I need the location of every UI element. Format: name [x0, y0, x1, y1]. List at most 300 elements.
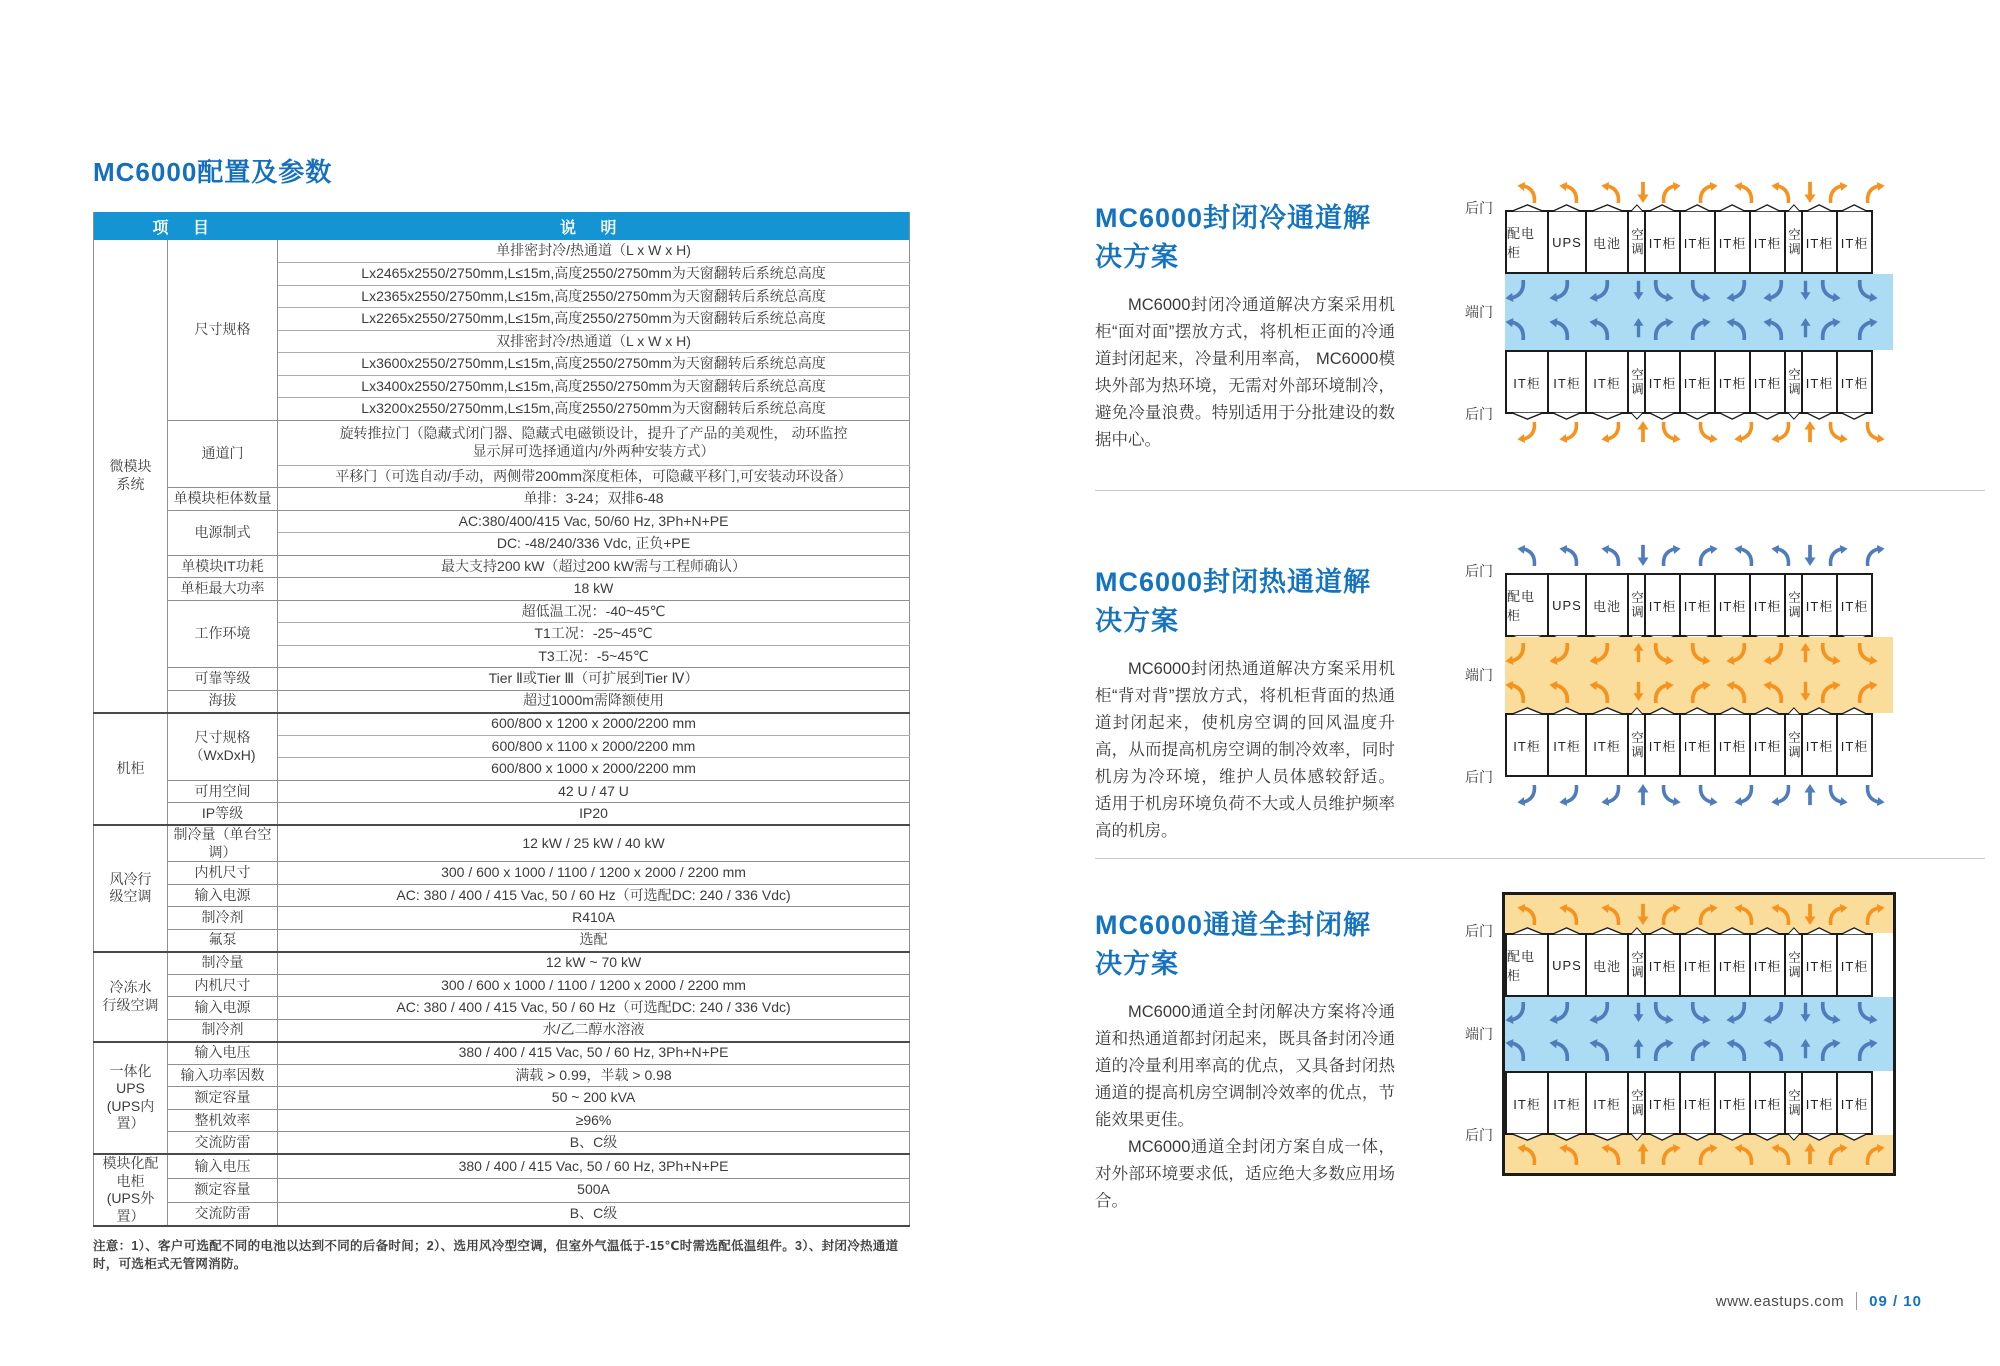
airflow-curl-arrow-icon	[1517, 422, 1538, 443]
cabinet	[1749, 573, 1786, 637]
skylight-flap-icon	[1717, 927, 1747, 935]
field-cell	[168, 803, 278, 826]
divider	[1095, 858, 1985, 859]
spec-row	[94, 884, 910, 907]
airflow-col	[1763, 643, 1800, 670]
spec-row	[94, 1042, 910, 1065]
field-cell	[168, 884, 278, 907]
skylight-flap-icon	[1589, 1133, 1626, 1141]
airflow-col	[1856, 318, 1893, 345]
field-label: 交流防雷	[194, 1205, 251, 1221]
cabinet	[1585, 350, 1629, 414]
value-cell: 300 / 600 x 1000 / 1100 / 1200 x 2000 / 2200 mm	[278, 974, 910, 997]
airflow-col	[1689, 904, 1726, 925]
airflow-col	[1652, 545, 1689, 566]
cabinet-label: IT柜	[1648, 375, 1677, 391]
skylight-flap-icon	[1550, 707, 1583, 715]
cabinet-label: 空调	[1629, 730, 1644, 760]
cabinet	[1714, 350, 1751, 414]
airflow-curl-arrow-icon	[1589, 643, 1611, 665]
airflow-straight-arrow-icon	[1800, 681, 1811, 701]
cabinet-label: IT柜	[1718, 958, 1747, 974]
rear-door-label: 后门	[1465, 769, 1493, 785]
airflow-straight-arrow-icon	[1804, 421, 1816, 443]
airflow-col	[1652, 681, 1689, 708]
field-cell	[168, 997, 278, 1020]
airflow-curl-arrow-icon	[1601, 545, 1622, 566]
cabinet	[1836, 573, 1873, 637]
value-cell: 600/800 x 1200 x 2000/2200 mm	[278, 713, 910, 736]
airflow-col	[1652, 318, 1689, 345]
airflow-curl-arrow-icon	[1601, 182, 1622, 203]
airflow-curl-arrow-icon	[1763, 681, 1785, 703]
cabinet-label: IT柜	[1553, 738, 1581, 754]
diagram-stack	[1465, 895, 1893, 1173]
aisle-diagram	[1465, 174, 1893, 450]
airflow-col	[1633, 318, 1652, 345]
field-label: 制冷量	[201, 954, 244, 971]
value-cell	[278, 420, 910, 465]
airflow-curl-arrow-icon	[1549, 318, 1571, 340]
airflow-col	[1726, 1144, 1763, 1165]
airflow-curl-arrow-icon	[1726, 643, 1748, 665]
airflow-col	[1633, 1143, 1652, 1165]
airflow-curl-arrow-icon	[1689, 280, 1711, 302]
field-label: 内机尺寸	[194, 864, 251, 880]
airflow-curl-arrow-icon	[1601, 1144, 1622, 1165]
field-cell	[168, 1019, 278, 1042]
cabinet-label: IT柜	[1513, 738, 1541, 754]
skylight-flap-icon	[1804, 412, 1834, 420]
value-cell: R410A	[278, 907, 910, 930]
value-cell: 12 kW ~ 70 kW	[278, 952, 910, 975]
field-label: 制冷量（单台空调）	[173, 826, 272, 860]
cabinet	[1505, 933, 1549, 997]
cabinet-label: UPS	[1552, 234, 1582, 250]
airflow-straight-arrow-icon	[1800, 1039, 1811, 1059]
cabinet-label: 空调	[1786, 367, 1801, 397]
value-cell: B、C级	[278, 1202, 910, 1226]
skylight-flap-icon	[1550, 1133, 1583, 1141]
skylight-flap-icon	[1647, 707, 1677, 715]
cabinet	[1749, 350, 1786, 414]
value-cell: 42 U / 47 U	[278, 780, 910, 803]
value-cell: AC: 380 / 400 / 415 Vac, 50 / 60 Hz（可选配DC: 240 / 336 Vdc)	[278, 997, 910, 1020]
group-cell	[94, 1154, 168, 1226]
airflow-straight-arrow-icon	[1637, 544, 1649, 566]
field-label: 额定容量	[194, 1089, 251, 1105]
airflow-col	[1505, 280, 1549, 307]
airflow-col	[1505, 182, 1549, 203]
airflow-col	[1800, 1002, 1819, 1029]
airflow-row	[1505, 280, 1893, 307]
airflow-curl-arrow-icon	[1697, 904, 1718, 925]
airflow-col	[1689, 280, 1726, 307]
airflow-col	[1800, 681, 1819, 708]
airflow-col	[1589, 422, 1633, 443]
airflow-curl-arrow-icon	[1559, 545, 1580, 566]
airflow-col	[1589, 643, 1633, 670]
airflow-straight-arrow-icon	[1637, 181, 1649, 203]
airflow-curl-arrow-icon	[1601, 785, 1622, 806]
airflow-curl-arrow-icon	[1827, 1144, 1848, 1165]
airflow-col	[1726, 785, 1763, 806]
col-header-item: 项 目	[94, 212, 278, 240]
airflow-row	[1505, 537, 1893, 573]
airflow-curl-arrow-icon	[1517, 1144, 1538, 1165]
airflow-curl-arrow-icon	[1505, 1039, 1527, 1061]
airflow-straight-arrow-icon	[1804, 181, 1816, 203]
section-paragraph: MC6000通道全封闭解决方案将冷通道和热通道都封闭起来，既具备封闭冷通道的冷量利用率高的优点，又具备封闭热通道的提高机房空调制冷效率的优点，节能效果更佳。	[1095, 1003, 1395, 1129]
airflow-curl-arrow-icon	[1589, 1039, 1611, 1061]
group-label: 级空调	[109, 888, 152, 905]
skylight-flap-icon	[1589, 927, 1626, 935]
skylight-flap-icon	[1550, 204, 1583, 212]
cabinet-label: 配电柜	[1507, 589, 1536, 623]
field-cell	[168, 862, 278, 885]
cabinet-label: 电池	[1592, 958, 1621, 974]
airflow-col	[1856, 422, 1893, 443]
skylight-flap-icon	[1804, 204, 1834, 212]
airflow-col	[1856, 785, 1893, 806]
cabinet-label: IT柜	[1553, 375, 1581, 391]
airflow-col	[1689, 1144, 1726, 1165]
cabinet	[1547, 933, 1587, 997]
field-label: 可用空间	[194, 782, 251, 799]
field-cell	[168, 1042, 278, 1065]
cabinet-label: IT柜	[1648, 958, 1677, 974]
skylight-flap-icon	[1804, 1133, 1834, 1141]
airflow-col	[1856, 545, 1893, 566]
spec-row	[94, 997, 910, 1020]
airflow-col	[1589, 1144, 1633, 1165]
value-cell: B、C级	[278, 1132, 910, 1155]
airflow-col	[1763, 904, 1800, 925]
field-cell	[168, 1178, 278, 1202]
airflow-curl-arrow-icon	[1819, 280, 1841, 302]
airflow-col	[1689, 785, 1726, 806]
value-cell: 水/乙二醇水溶液	[278, 1019, 910, 1042]
cabinet	[1679, 350, 1716, 414]
spec-row	[94, 600, 910, 623]
cabinet-label: 空调	[1786, 950, 1801, 980]
skylight-flap-icon	[1787, 204, 1801, 212]
field-cell	[168, 825, 278, 862]
airflow-col	[1763, 681, 1800, 708]
cabinet	[1644, 573, 1681, 637]
airflow-straight-arrow-icon	[1633, 681, 1644, 701]
airflow-curl-arrow-icon	[1771, 785, 1792, 806]
cabinet	[1644, 933, 1681, 997]
airflow-col	[1589, 318, 1633, 345]
airflow-curl-arrow-icon	[1505, 318, 1527, 340]
airflow-col	[1856, 1144, 1893, 1165]
cabinet	[1505, 573, 1549, 637]
cabinet-label: 空调	[1629, 227, 1644, 257]
cabinet-label: IT柜	[1805, 958, 1834, 974]
cabinet	[1836, 1071, 1873, 1135]
field-label: 单模块IT功耗	[181, 557, 264, 574]
airflow-col	[1689, 182, 1726, 203]
cabinet-label: IT柜	[1648, 738, 1677, 754]
field-cell	[168, 510, 278, 555]
airflow-curl-arrow-icon	[1660, 785, 1681, 806]
airflow-curl-arrow-icon	[1549, 681, 1571, 703]
field-label: 额定容量	[194, 1181, 251, 1198]
airflow-col	[1819, 1039, 1856, 1066]
airflow-curl-arrow-icon	[1697, 785, 1718, 806]
rear-door-label: 后门	[1465, 200, 1493, 216]
spec-row	[94, 555, 910, 578]
field-label: 整机效率	[194, 1111, 251, 1128]
cabinet-label: 电池	[1592, 598, 1621, 614]
value-cell: Lx2265x2550/2750mm,L≤15m,高度2550/2750mm为天窗翻转后系统总高度	[278, 308, 910, 331]
airflow-curl-arrow-icon	[1734, 785, 1755, 806]
diagram-stack	[1465, 174, 1893, 450]
group-label: (UPS外置）	[106, 1190, 155, 1224]
cabinet-row	[1505, 210, 1893, 274]
airflow-col	[1800, 181, 1819, 203]
airflow-curl-arrow-icon	[1505, 1002, 1527, 1024]
airflow-col	[1856, 904, 1893, 925]
airflow-curl-arrow-icon	[1864, 785, 1885, 806]
airflow-straight-arrow-icon	[1633, 1002, 1644, 1022]
airflow-curl-arrow-icon	[1697, 1144, 1718, 1165]
divider	[1095, 490, 1985, 491]
airflow-col	[1505, 1002, 1549, 1029]
aisle-diagram	[1465, 895, 1893, 1173]
airflow-curl-arrow-icon	[1660, 545, 1681, 566]
airflow-col	[1549, 318, 1589, 345]
cabinet-label: 空调	[1786, 590, 1801, 620]
airflow-col	[1549, 681, 1589, 708]
value-cell: Lx3600x2550/2750mm,L≤15m,高度2550/2750mm为天窗翻转后系统总高度	[278, 353, 910, 376]
airflow-curl-arrow-icon	[1549, 1039, 1571, 1061]
airflow-col	[1505, 545, 1549, 566]
cabinet-label: IT柜	[1753, 1096, 1782, 1112]
cabinet-label: IT柜	[1683, 598, 1712, 614]
cabinet	[1749, 210, 1786, 274]
airflow-curl-arrow-icon	[1589, 318, 1611, 340]
airflow-curl-arrow-icon	[1856, 1039, 1878, 1061]
cabinet-label: IT柜	[1683, 375, 1712, 391]
airflow-col	[1505, 785, 1549, 806]
value-line: 显示屏可选择通道内/外两种安装方式）	[472, 442, 715, 459]
rear-door-label: 后门	[1465, 923, 1493, 939]
cabinet-label: IT柜	[1840, 598, 1869, 614]
airflow-straight-arrow-icon	[1633, 318, 1644, 338]
cabinet	[1585, 573, 1629, 637]
cabinet	[1585, 1071, 1629, 1135]
airflow-col	[1819, 785, 1856, 806]
skylight-flap-icon	[1630, 412, 1644, 420]
airflow-col	[1505, 1039, 1549, 1066]
airflow-col	[1819, 182, 1856, 203]
field-cell	[168, 974, 278, 997]
value-cell: Lx3400x2550/2750mm,L≤15m,高度2550/2750mm为天窗翻转后系统总高度	[278, 375, 910, 398]
cabinet-label: IT柜	[1718, 738, 1747, 754]
airflow-col	[1689, 1039, 1726, 1066]
airflow-col	[1856, 643, 1893, 670]
cabinet-label: IT柜	[1753, 738, 1782, 754]
cabinet	[1801, 713, 1838, 777]
section-paragraph: MC6000封闭冷通道解决方案采用机柜“面对面”摆放方式，将机柜正面的冷通道封闭起来，冷量利用率高， MC6000模块外部为热环境，无需对外部环境制冷，避免冷量浪费。特别适用于分批建设的数据中心。	[1095, 296, 1395, 449]
field-cell	[168, 1154, 278, 1178]
airflow-col	[1505, 643, 1549, 670]
airflow-col	[1763, 1039, 1800, 1066]
value-cell: T3工况：-5~45℃	[278, 645, 910, 668]
skylight-flap-icon	[1787, 1133, 1801, 1141]
field-cell	[168, 1109, 278, 1132]
group-label: 微模块	[109, 458, 152, 475]
skylight-flap-icon	[1787, 412, 1801, 420]
skylight-flap-icon	[1839, 204, 1869, 212]
airflow-curl-arrow-icon	[1819, 681, 1841, 703]
skylight-flap-icon	[1839, 1133, 1869, 1141]
field-cell	[168, 1064, 278, 1087]
cabinet	[1801, 933, 1838, 997]
cabinet	[1714, 1071, 1751, 1135]
airflow-curl-arrow-icon	[1652, 1039, 1674, 1061]
airflow-curl-arrow-icon	[1589, 681, 1611, 703]
field-label: IP等级	[201, 804, 244, 821]
airflow-curl-arrow-icon	[1734, 422, 1755, 443]
airflow-col	[1633, 1002, 1652, 1029]
airflow-col	[1819, 904, 1856, 925]
airflow-straight-arrow-icon	[1800, 318, 1811, 338]
airflow-col	[1633, 784, 1652, 806]
airflow-col	[1652, 643, 1689, 670]
cabinet	[1644, 1071, 1681, 1135]
cabinet-label: IT柜	[1648, 1096, 1677, 1112]
field-label: 交流防雷	[194, 1133, 251, 1150]
skylight-flap-icon	[1509, 412, 1546, 420]
airflow-col	[1819, 643, 1856, 670]
value-cell: 300 / 600 x 1000 / 1100 / 1200 x 2000 / 2200 mm	[278, 862, 910, 885]
airflow-curl-arrow-icon	[1652, 318, 1674, 340]
skylight-flap-icon	[1647, 927, 1677, 935]
skylight-flap-icon	[1682, 412, 1712, 420]
cabinet-label: 电池	[1592, 235, 1621, 251]
spec-row	[94, 420, 910, 465]
cabinet	[1801, 1071, 1838, 1135]
airflow-col	[1549, 1039, 1589, 1066]
spec-row	[94, 578, 910, 601]
cabinet	[1547, 573, 1587, 637]
cabinet-label: IT柜	[1753, 958, 1782, 974]
value-cell: 双排密封冷/热通道（L x W x H)	[278, 330, 910, 353]
airflow-col	[1726, 545, 1763, 566]
airflow-curl-arrow-icon	[1726, 681, 1748, 703]
section-paragraph: MC6000通道全封闭方案自成一体，对外部环境要求低，适应绝大多数应用场合。	[1095, 1138, 1395, 1210]
cabinet	[1836, 713, 1873, 777]
airflow-curl-arrow-icon	[1819, 318, 1841, 340]
airflow-curl-arrow-icon	[1827, 182, 1848, 203]
airflow-curl-arrow-icon	[1589, 280, 1611, 302]
aisle	[1505, 274, 1893, 350]
airflow-col	[1763, 318, 1800, 345]
airflow-curl-arrow-icon	[1601, 904, 1622, 925]
airflow-col	[1763, 1144, 1800, 1165]
spec-row	[94, 240, 910, 263]
group-label: 电柜	[116, 1172, 145, 1189]
airflow-curl-arrow-icon	[1660, 422, 1681, 443]
airflow-col	[1652, 785, 1689, 806]
spec-row	[94, 510, 910, 533]
spec-table-body	[94, 240, 910, 1226]
airflow-curl-arrow-icon	[1734, 182, 1755, 203]
airflow-curl-arrow-icon	[1660, 1144, 1681, 1165]
airflow-straight-arrow-icon	[1637, 784, 1649, 806]
cabinet	[1836, 210, 1873, 274]
airflow-col	[1652, 280, 1689, 307]
value-cell: 超过1000m需降额使用	[278, 690, 910, 713]
airflow-curl-arrow-icon	[1689, 1002, 1711, 1024]
skylight-flap-icon	[1630, 707, 1644, 715]
cabinet-label: IT柜	[1683, 958, 1712, 974]
airflow-curl-arrow-icon	[1559, 904, 1580, 925]
field-cell	[168, 952, 278, 975]
airflow-col	[1505, 681, 1549, 708]
value-cell: 380 / 400 / 415 Vac, 50 / 60 Hz, 3Ph+N+PE	[278, 1042, 910, 1065]
airflow-col	[1819, 1002, 1856, 1029]
airflow-curl-arrow-icon	[1763, 643, 1785, 665]
airflow-curl-arrow-icon	[1864, 1144, 1885, 1165]
cabinet-row	[1505, 573, 1893, 637]
group-label: (UPS内置）	[106, 1097, 155, 1132]
airflow-curl-arrow-icon	[1864, 182, 1885, 203]
airflow-curl-arrow-icon	[1827, 422, 1848, 443]
section-title: MC6000封闭冷通道解决方案	[1095, 203, 1372, 272]
cabinet-label: 空调	[1629, 367, 1644, 397]
skylight-flap-icon	[1787, 707, 1801, 715]
cabinet-label: UPS	[1552, 957, 1582, 973]
field-label: 单模块柜体数量	[173, 490, 272, 506]
airflow-col	[1652, 182, 1689, 203]
skylight-flap-icon	[1804, 927, 1834, 935]
cabinet	[1679, 933, 1716, 997]
field-cell	[168, 1132, 278, 1155]
airflow-col	[1819, 1144, 1856, 1165]
cabinet	[1801, 210, 1838, 274]
field-cell	[168, 600, 278, 668]
spec-row	[94, 1132, 910, 1155]
cabinet-label: IT柜	[1718, 1096, 1747, 1112]
airflow-curl-arrow-icon	[1856, 1002, 1878, 1024]
spec-table	[93, 212, 910, 1227]
field-label: 可靠等级	[194, 670, 251, 686]
end-door-label: 端门	[1465, 667, 1493, 683]
airflow-straight-arrow-icon	[1637, 903, 1649, 925]
cabinet-label: IT柜	[1805, 235, 1834, 251]
airflow-curl-arrow-icon	[1559, 182, 1580, 203]
cabinet	[1679, 1071, 1716, 1135]
cabinet	[1505, 210, 1549, 274]
field-cell	[168, 1202, 278, 1226]
airflow-curl-arrow-icon	[1559, 1144, 1580, 1165]
airflow-col	[1726, 318, 1763, 345]
skylight-flap-icon	[1717, 412, 1747, 420]
value-cell: 平移门（可选自动/手动，两侧带200mm深度柜体，可隐藏平移门,可安装动环设备）	[278, 465, 910, 488]
airflow-straight-arrow-icon	[1800, 1002, 1811, 1022]
value-cell: 选配	[278, 929, 910, 952]
col-header-desc: 说 明	[278, 212, 910, 240]
airflow-col	[1800, 544, 1819, 566]
skylight-flap-icon	[1804, 707, 1834, 715]
value-cell: Lx3200x2550/2750mm,L≤15m,高度2550/2750mm为天窗翻转后系统总高度	[278, 398, 910, 421]
airflow-straight-arrow-icon	[1637, 421, 1649, 443]
airflow-curl-arrow-icon	[1549, 1002, 1571, 1024]
